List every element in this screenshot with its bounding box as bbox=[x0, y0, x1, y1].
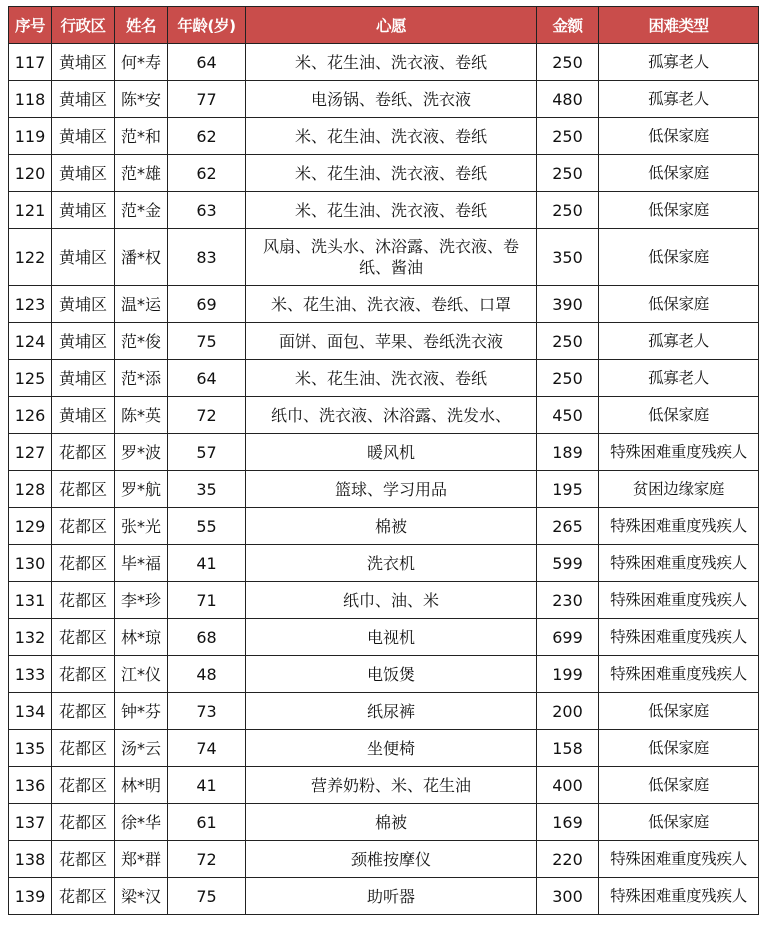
cell-age: 41 bbox=[168, 767, 246, 804]
cell-age: 74 bbox=[168, 730, 246, 767]
cell-wish: 米、花生油、洗衣液、卷纸、口罩 bbox=[246, 286, 537, 323]
cell-name: 范*雄 bbox=[115, 155, 168, 192]
cell-amount: 599 bbox=[537, 545, 599, 582]
cell-amount: 250 bbox=[537, 323, 599, 360]
cell-type: 特殊困难重度残疾人 bbox=[599, 619, 759, 656]
cell-age: 48 bbox=[168, 656, 246, 693]
cell-no: 124 bbox=[9, 323, 52, 360]
cell-type: 特殊困难重度残疾人 bbox=[599, 878, 759, 915]
cell-type: 低保家庭 bbox=[599, 192, 759, 229]
cell-age: 77 bbox=[168, 81, 246, 118]
cell-type: 低保家庭 bbox=[599, 730, 759, 767]
cell-name: 范*金 bbox=[115, 192, 168, 229]
table-row bbox=[9, 471, 759, 508]
cell-amount: 265 bbox=[537, 508, 599, 545]
cell-wish: 米、花生油、洗衣液、卷纸 bbox=[246, 192, 537, 229]
cell-district: 黄埔区 bbox=[52, 286, 115, 323]
cell-wish: 风扇、洗头水、沐浴露、洗衣液、卷纸、酱油 bbox=[246, 229, 537, 286]
cell-age: 62 bbox=[168, 155, 246, 192]
cell-amount: 450 bbox=[537, 397, 599, 434]
cell-district: 黄埔区 bbox=[52, 229, 115, 286]
wish-list-table bbox=[8, 6, 759, 915]
cell-no: 125 bbox=[9, 360, 52, 397]
cell-no: 117 bbox=[9, 44, 52, 81]
cell-no: 119 bbox=[9, 118, 52, 155]
cell-no: 122 bbox=[9, 229, 52, 286]
cell-amount: 300 bbox=[537, 878, 599, 915]
cell-district: 花都区 bbox=[52, 841, 115, 878]
cell-district: 花都区 bbox=[52, 804, 115, 841]
cell-wish: 电饭煲 bbox=[246, 656, 537, 693]
cell-wish: 篮球、学习用品 bbox=[246, 471, 537, 508]
cell-type: 特殊困难重度残疾人 bbox=[599, 582, 759, 619]
cell-amount: 699 bbox=[537, 619, 599, 656]
cell-no: 127 bbox=[9, 434, 52, 471]
table-row bbox=[9, 286, 759, 323]
cell-amount: 230 bbox=[537, 582, 599, 619]
cell-age: 71 bbox=[168, 582, 246, 619]
cell-name: 李*珍 bbox=[115, 582, 168, 619]
cell-wish: 纸巾、油、米 bbox=[246, 582, 537, 619]
cell-district: 花都区 bbox=[52, 693, 115, 730]
cell-wish: 电汤锅、卷纸、洗衣液 bbox=[246, 81, 537, 118]
header-no: 序号 bbox=[9, 7, 52, 44]
cell-name: 梁*汉 bbox=[115, 878, 168, 915]
cell-name: 罗*航 bbox=[115, 471, 168, 508]
cell-wish: 棉被 bbox=[246, 804, 537, 841]
cell-district: 花都区 bbox=[52, 730, 115, 767]
cell-no: 126 bbox=[9, 397, 52, 434]
cell-district: 花都区 bbox=[52, 508, 115, 545]
header-amount: 金额 bbox=[537, 7, 599, 44]
table-row bbox=[9, 582, 759, 619]
table-row bbox=[9, 118, 759, 155]
cell-type: 低保家庭 bbox=[599, 397, 759, 434]
cell-district: 花都区 bbox=[52, 471, 115, 508]
cell-type: 低保家庭 bbox=[599, 286, 759, 323]
table-row bbox=[9, 360, 759, 397]
cell-district: 花都区 bbox=[52, 767, 115, 804]
cell-name: 温*运 bbox=[115, 286, 168, 323]
header-name: 姓名 bbox=[115, 7, 168, 44]
cell-district: 黄埔区 bbox=[52, 118, 115, 155]
cell-type: 孤寡老人 bbox=[599, 323, 759, 360]
cell-name: 徐*华 bbox=[115, 804, 168, 841]
cell-name: 郑*群 bbox=[115, 841, 168, 878]
cell-wish: 米、花生油、洗衣液、卷纸 bbox=[246, 118, 537, 155]
table-row bbox=[9, 323, 759, 360]
cell-age: 72 bbox=[168, 397, 246, 434]
cell-district: 黄埔区 bbox=[52, 44, 115, 81]
table-row bbox=[9, 878, 759, 915]
cell-name: 潘*权 bbox=[115, 229, 168, 286]
cell-amount: 480 bbox=[537, 81, 599, 118]
cell-amount: 400 bbox=[537, 767, 599, 804]
cell-no: 136 bbox=[9, 767, 52, 804]
table-row bbox=[9, 804, 759, 841]
cell-district: 花都区 bbox=[52, 619, 115, 656]
cell-district: 黄埔区 bbox=[52, 323, 115, 360]
header-age: 年龄(岁) bbox=[168, 7, 246, 44]
cell-district: 黄埔区 bbox=[52, 81, 115, 118]
cell-name: 何*寿 bbox=[115, 44, 168, 81]
cell-district: 花都区 bbox=[52, 656, 115, 693]
cell-wish: 电视机 bbox=[246, 619, 537, 656]
cell-age: 35 bbox=[168, 471, 246, 508]
cell-no: 131 bbox=[9, 582, 52, 619]
cell-district: 花都区 bbox=[52, 878, 115, 915]
cell-district: 花都区 bbox=[52, 434, 115, 471]
cell-no: 137 bbox=[9, 804, 52, 841]
cell-no: 138 bbox=[9, 841, 52, 878]
cell-no: 133 bbox=[9, 656, 52, 693]
cell-name: 毕*福 bbox=[115, 545, 168, 582]
cell-name: 陈*安 bbox=[115, 81, 168, 118]
cell-amount: 158 bbox=[537, 730, 599, 767]
cell-amount: 390 bbox=[537, 286, 599, 323]
cell-type: 孤寡老人 bbox=[599, 360, 759, 397]
table-row bbox=[9, 229, 759, 286]
cell-age: 41 bbox=[168, 545, 246, 582]
cell-wish: 棉被 bbox=[246, 508, 537, 545]
cell-district: 花都区 bbox=[52, 545, 115, 582]
cell-type: 特殊困难重度残疾人 bbox=[599, 841, 759, 878]
cell-name: 江*仪 bbox=[115, 656, 168, 693]
cell-amount: 200 bbox=[537, 693, 599, 730]
cell-type: 特殊困难重度残疾人 bbox=[599, 545, 759, 582]
cell-age: 73 bbox=[168, 693, 246, 730]
cell-type: 孤寡老人 bbox=[599, 44, 759, 81]
cell-district: 黄埔区 bbox=[52, 155, 115, 192]
cell-no: 123 bbox=[9, 286, 52, 323]
cell-age: 63 bbox=[168, 192, 246, 229]
cell-wish: 暖风机 bbox=[246, 434, 537, 471]
cell-type: 低保家庭 bbox=[599, 229, 759, 286]
cell-age: 83 bbox=[168, 229, 246, 286]
cell-type: 特殊困难重度残疾人 bbox=[599, 508, 759, 545]
cell-name: 范*俊 bbox=[115, 323, 168, 360]
cell-age: 62 bbox=[168, 118, 246, 155]
header-row bbox=[9, 7, 759, 44]
table-row bbox=[9, 693, 759, 730]
cell-age: 64 bbox=[168, 44, 246, 81]
cell-wish: 米、花生油、洗衣液、卷纸 bbox=[246, 155, 537, 192]
cell-amount: 189 bbox=[537, 434, 599, 471]
cell-name: 范*添 bbox=[115, 360, 168, 397]
cell-wish: 面饼、面包、苹果、卷纸洗衣液 bbox=[246, 323, 537, 360]
cell-amount: 250 bbox=[537, 360, 599, 397]
cell-no: 121 bbox=[9, 192, 52, 229]
cell-type: 低保家庭 bbox=[599, 693, 759, 730]
cell-no: 139 bbox=[9, 878, 52, 915]
cell-amount: 220 bbox=[537, 841, 599, 878]
cell-name: 林*明 bbox=[115, 767, 168, 804]
cell-amount: 250 bbox=[537, 118, 599, 155]
cell-amount: 169 bbox=[537, 804, 599, 841]
cell-district: 花都区 bbox=[52, 582, 115, 619]
table-row bbox=[9, 397, 759, 434]
cell-no: 129 bbox=[9, 508, 52, 545]
cell-type: 特殊困难重度残疾人 bbox=[599, 656, 759, 693]
cell-name: 罗*波 bbox=[115, 434, 168, 471]
cell-no: 120 bbox=[9, 155, 52, 192]
cell-name: 汤*云 bbox=[115, 730, 168, 767]
table-row bbox=[9, 192, 759, 229]
cell-type: 特殊困难重度残疾人 bbox=[599, 434, 759, 471]
cell-amount: 250 bbox=[537, 192, 599, 229]
table-row bbox=[9, 841, 759, 878]
table-row bbox=[9, 730, 759, 767]
cell-no: 128 bbox=[9, 471, 52, 508]
cell-age: 64 bbox=[168, 360, 246, 397]
cell-district: 黄埔区 bbox=[52, 360, 115, 397]
cell-name: 范*和 bbox=[115, 118, 168, 155]
cell-amount: 250 bbox=[537, 155, 599, 192]
cell-wish: 坐便椅 bbox=[246, 730, 537, 767]
cell-amount: 350 bbox=[537, 229, 599, 286]
cell-age: 72 bbox=[168, 841, 246, 878]
cell-no: 135 bbox=[9, 730, 52, 767]
cell-age: 69 bbox=[168, 286, 246, 323]
cell-no: 118 bbox=[9, 81, 52, 118]
table-row bbox=[9, 767, 759, 804]
header-wish: 心愿 bbox=[246, 7, 537, 44]
cell-no: 132 bbox=[9, 619, 52, 656]
cell-no: 134 bbox=[9, 693, 52, 730]
table-row bbox=[9, 619, 759, 656]
cell-wish: 颈椎按摩仪 bbox=[246, 841, 537, 878]
cell-name: 陈*英 bbox=[115, 397, 168, 434]
cell-amount: 250 bbox=[537, 44, 599, 81]
cell-age: 75 bbox=[168, 878, 246, 915]
cell-age: 57 bbox=[168, 434, 246, 471]
cell-wish: 纸尿裤 bbox=[246, 693, 537, 730]
table-row bbox=[9, 155, 759, 192]
header-type: 困难类型 bbox=[599, 7, 759, 44]
cell-wish: 米、花生油、洗衣液、卷纸 bbox=[246, 360, 537, 397]
table-row bbox=[9, 44, 759, 81]
cell-age: 61 bbox=[168, 804, 246, 841]
cell-age: 68 bbox=[168, 619, 246, 656]
cell-wish: 洗衣机 bbox=[246, 545, 537, 582]
cell-wish: 纸巾、洗衣液、沐浴露、洗发水、 bbox=[246, 397, 537, 434]
cell-age: 75 bbox=[168, 323, 246, 360]
cell-no: 130 bbox=[9, 545, 52, 582]
cell-type: 低保家庭 bbox=[599, 118, 759, 155]
cell-type: 贫困边缘家庭 bbox=[599, 471, 759, 508]
cell-amount: 195 bbox=[537, 471, 599, 508]
table-row bbox=[9, 81, 759, 118]
cell-age: 55 bbox=[168, 508, 246, 545]
cell-district: 黄埔区 bbox=[52, 397, 115, 434]
header-district: 行政区 bbox=[52, 7, 115, 44]
table-row bbox=[9, 545, 759, 582]
cell-name: 钟*芬 bbox=[115, 693, 168, 730]
cell-amount: 199 bbox=[537, 656, 599, 693]
cell-type: 低保家庭 bbox=[599, 767, 759, 804]
cell-district: 黄埔区 bbox=[52, 192, 115, 229]
cell-wish: 助听器 bbox=[246, 878, 537, 915]
table-row bbox=[9, 656, 759, 693]
table-row bbox=[9, 508, 759, 545]
cell-wish: 米、花生油、洗衣液、卷纸 bbox=[246, 44, 537, 81]
cell-type: 低保家庭 bbox=[599, 155, 759, 192]
cell-type: 低保家庭 bbox=[599, 804, 759, 841]
cell-name: 林*琼 bbox=[115, 619, 168, 656]
cell-type: 孤寡老人 bbox=[599, 81, 759, 118]
cell-wish: 营养奶粉、米、花生油 bbox=[246, 767, 537, 804]
cell-name: 张*光 bbox=[115, 508, 168, 545]
table-row bbox=[9, 434, 759, 471]
